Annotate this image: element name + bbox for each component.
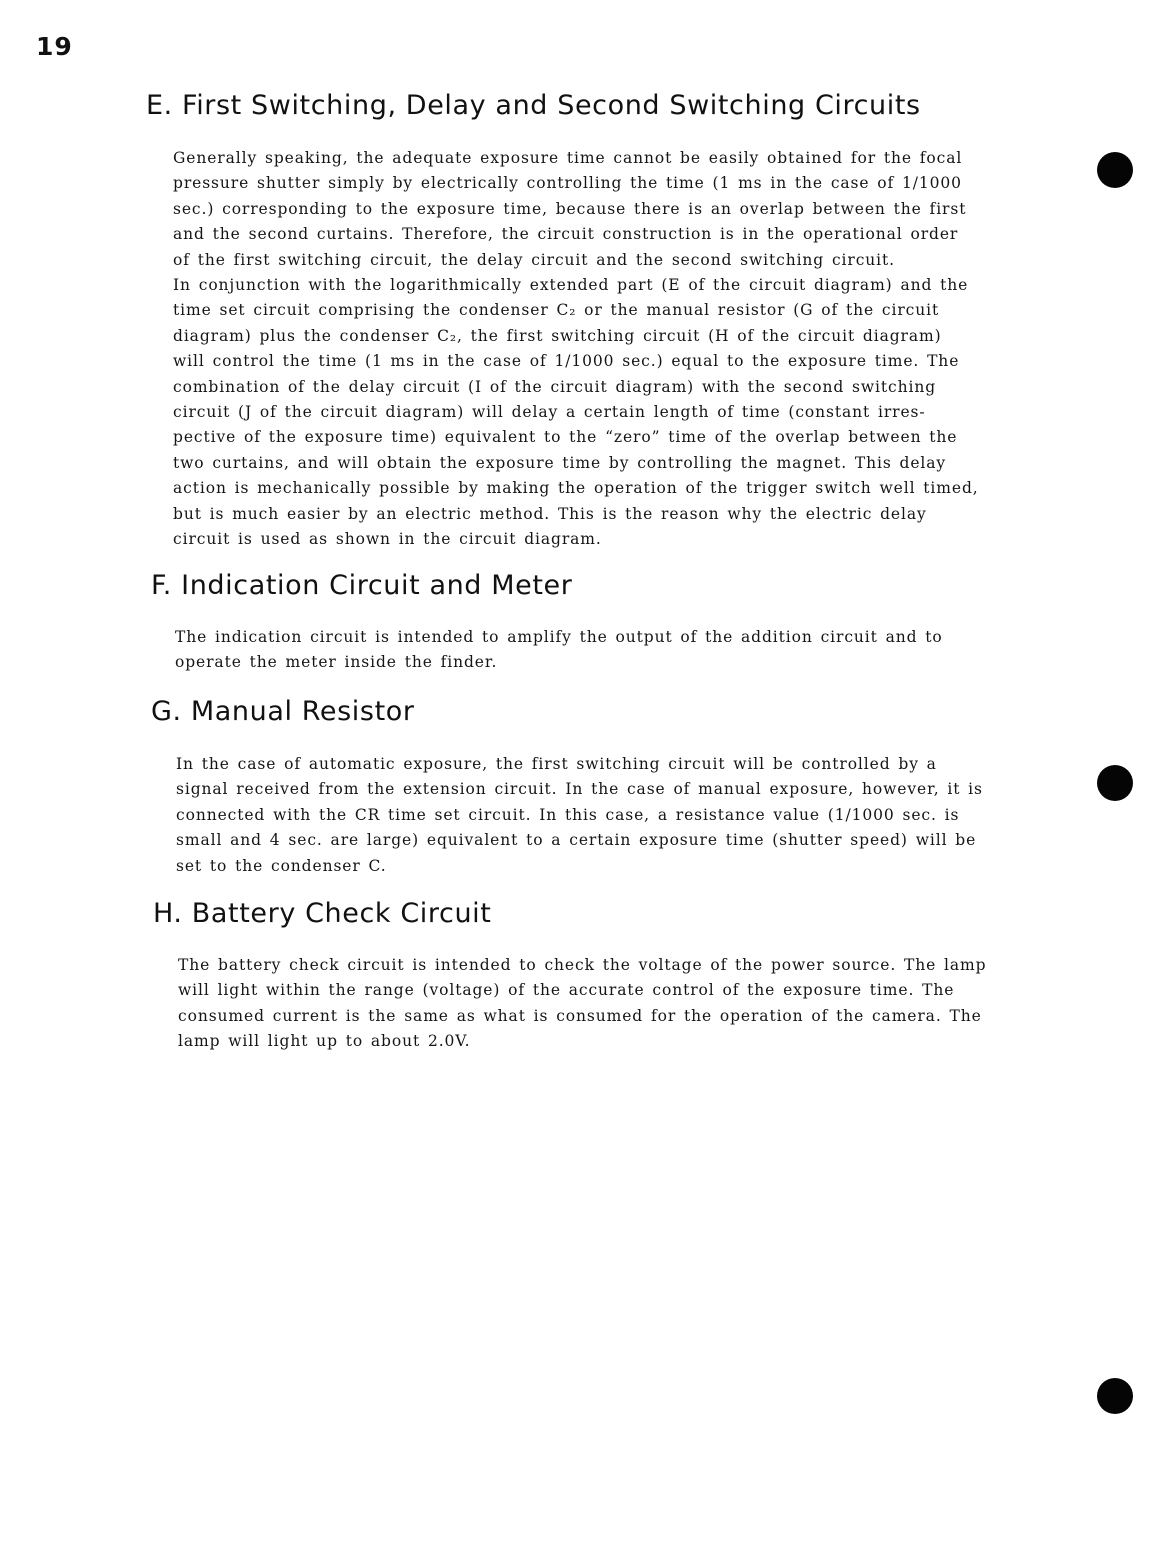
body-line: operate the meter inside the finder. bbox=[175, 653, 498, 672]
section-g-body bbox=[176, 752, 983, 879]
section-f-heading: F. Indication Circuit and Meter bbox=[151, 570, 573, 601]
section-e-body bbox=[173, 146, 979, 553]
punch-hole-icon bbox=[1097, 1378, 1133, 1414]
body-line: diagram) plus the condenser C₂, the first switching circuit (H of the circuit diagram) bbox=[173, 326, 942, 345]
body-line: The battery check circuit is intended to check the voltage of the power source. The lamp bbox=[178, 956, 987, 974]
body-line: and the second curtains. Therefore, the circuit construction is in the operational order bbox=[173, 225, 959, 244]
body-line: action is mechanically possible by making the operation of the trigger switch well timed, bbox=[173, 479, 979, 498]
body-line: time set circuit comprising the condenser C₂ or the manual resistor (G of the circuit bbox=[173, 301, 940, 320]
body-line: combination of the delay circuit (I of the circuit diagram) with the second switching bbox=[173, 377, 937, 396]
body-line: sec.) corresponding to the exposure time, because there is an overlap between the first bbox=[173, 199, 967, 218]
body-line: connected with the CR time set circuit. In this case, a resistance value (1/1000 sec. is bbox=[176, 805, 960, 824]
body-line: The indication circuit is intended to amplify the output of the addition circuit and to bbox=[175, 628, 943, 646]
section-e-heading: E. First Switching, Delay and Second Switching Circuits bbox=[146, 90, 921, 121]
body-line: but is much easier by an electric method. This is the reason why the electric delay bbox=[173, 504, 927, 523]
body-line: will control the time (1 ms in the case of 1/1000 sec.) equal to the exposure time. The bbox=[173, 352, 960, 371]
section-h-heading: H. Battery Check Circuit bbox=[153, 898, 492, 929]
body-line: circuit (J of the circuit diagram) will delay a certain length of time (constant irres- bbox=[173, 403, 926, 422]
body-line: consumed current is the same as what is consumed for the operation of the camera. The bbox=[178, 1006, 982, 1025]
section-f-body bbox=[175, 625, 943, 676]
punch-hole-icon bbox=[1097, 152, 1133, 188]
body-line: pressure shutter simply by electrically controlling the time (1 ms in the case of 1/1000 bbox=[173, 174, 962, 193]
body-line: will light within the range (voltage) of the accurate control of the exposure time. The bbox=[178, 981, 955, 1000]
section-h-body bbox=[178, 953, 986, 1055]
body-line: In conjunction with the logarithmically extended part (E of the circuit diagram) and the bbox=[173, 276, 969, 295]
body-line: of the first switching circuit, the delay circuit and the second switching circuit. bbox=[173, 250, 895, 269]
body-line: set to the condenser C. bbox=[176, 856, 387, 875]
section-g-heading: G. Manual Resistor bbox=[151, 696, 415, 727]
body-line: small and 4 sec. are large) equivalent to a certain exposure time (shutter speed) will be bbox=[176, 831, 977, 850]
body-line: In the case of automatic exposure, the first switching circuit will be controlled by a bbox=[176, 755, 937, 773]
body-line: Generally speaking, the adequate exposure time cannot be easily obtained for the focal bbox=[173, 149, 963, 167]
body-line: circuit is used as shown in the circuit diagram. bbox=[173, 530, 602, 549]
body-line: signal received from the extension circuit. In the case of manual exposure, however, it is bbox=[176, 780, 983, 799]
body-line: two curtains, and will obtain the exposure time by controlling the magnet. This delay bbox=[173, 453, 947, 472]
body-line: lamp will light up to about 2.0V. bbox=[178, 1032, 471, 1051]
body-line: pective of the exposure time) equivalent to the “zero” time of the overlap between the bbox=[173, 428, 958, 447]
page-number: 19 bbox=[36, 32, 73, 61]
punch-hole-icon bbox=[1097, 765, 1133, 801]
